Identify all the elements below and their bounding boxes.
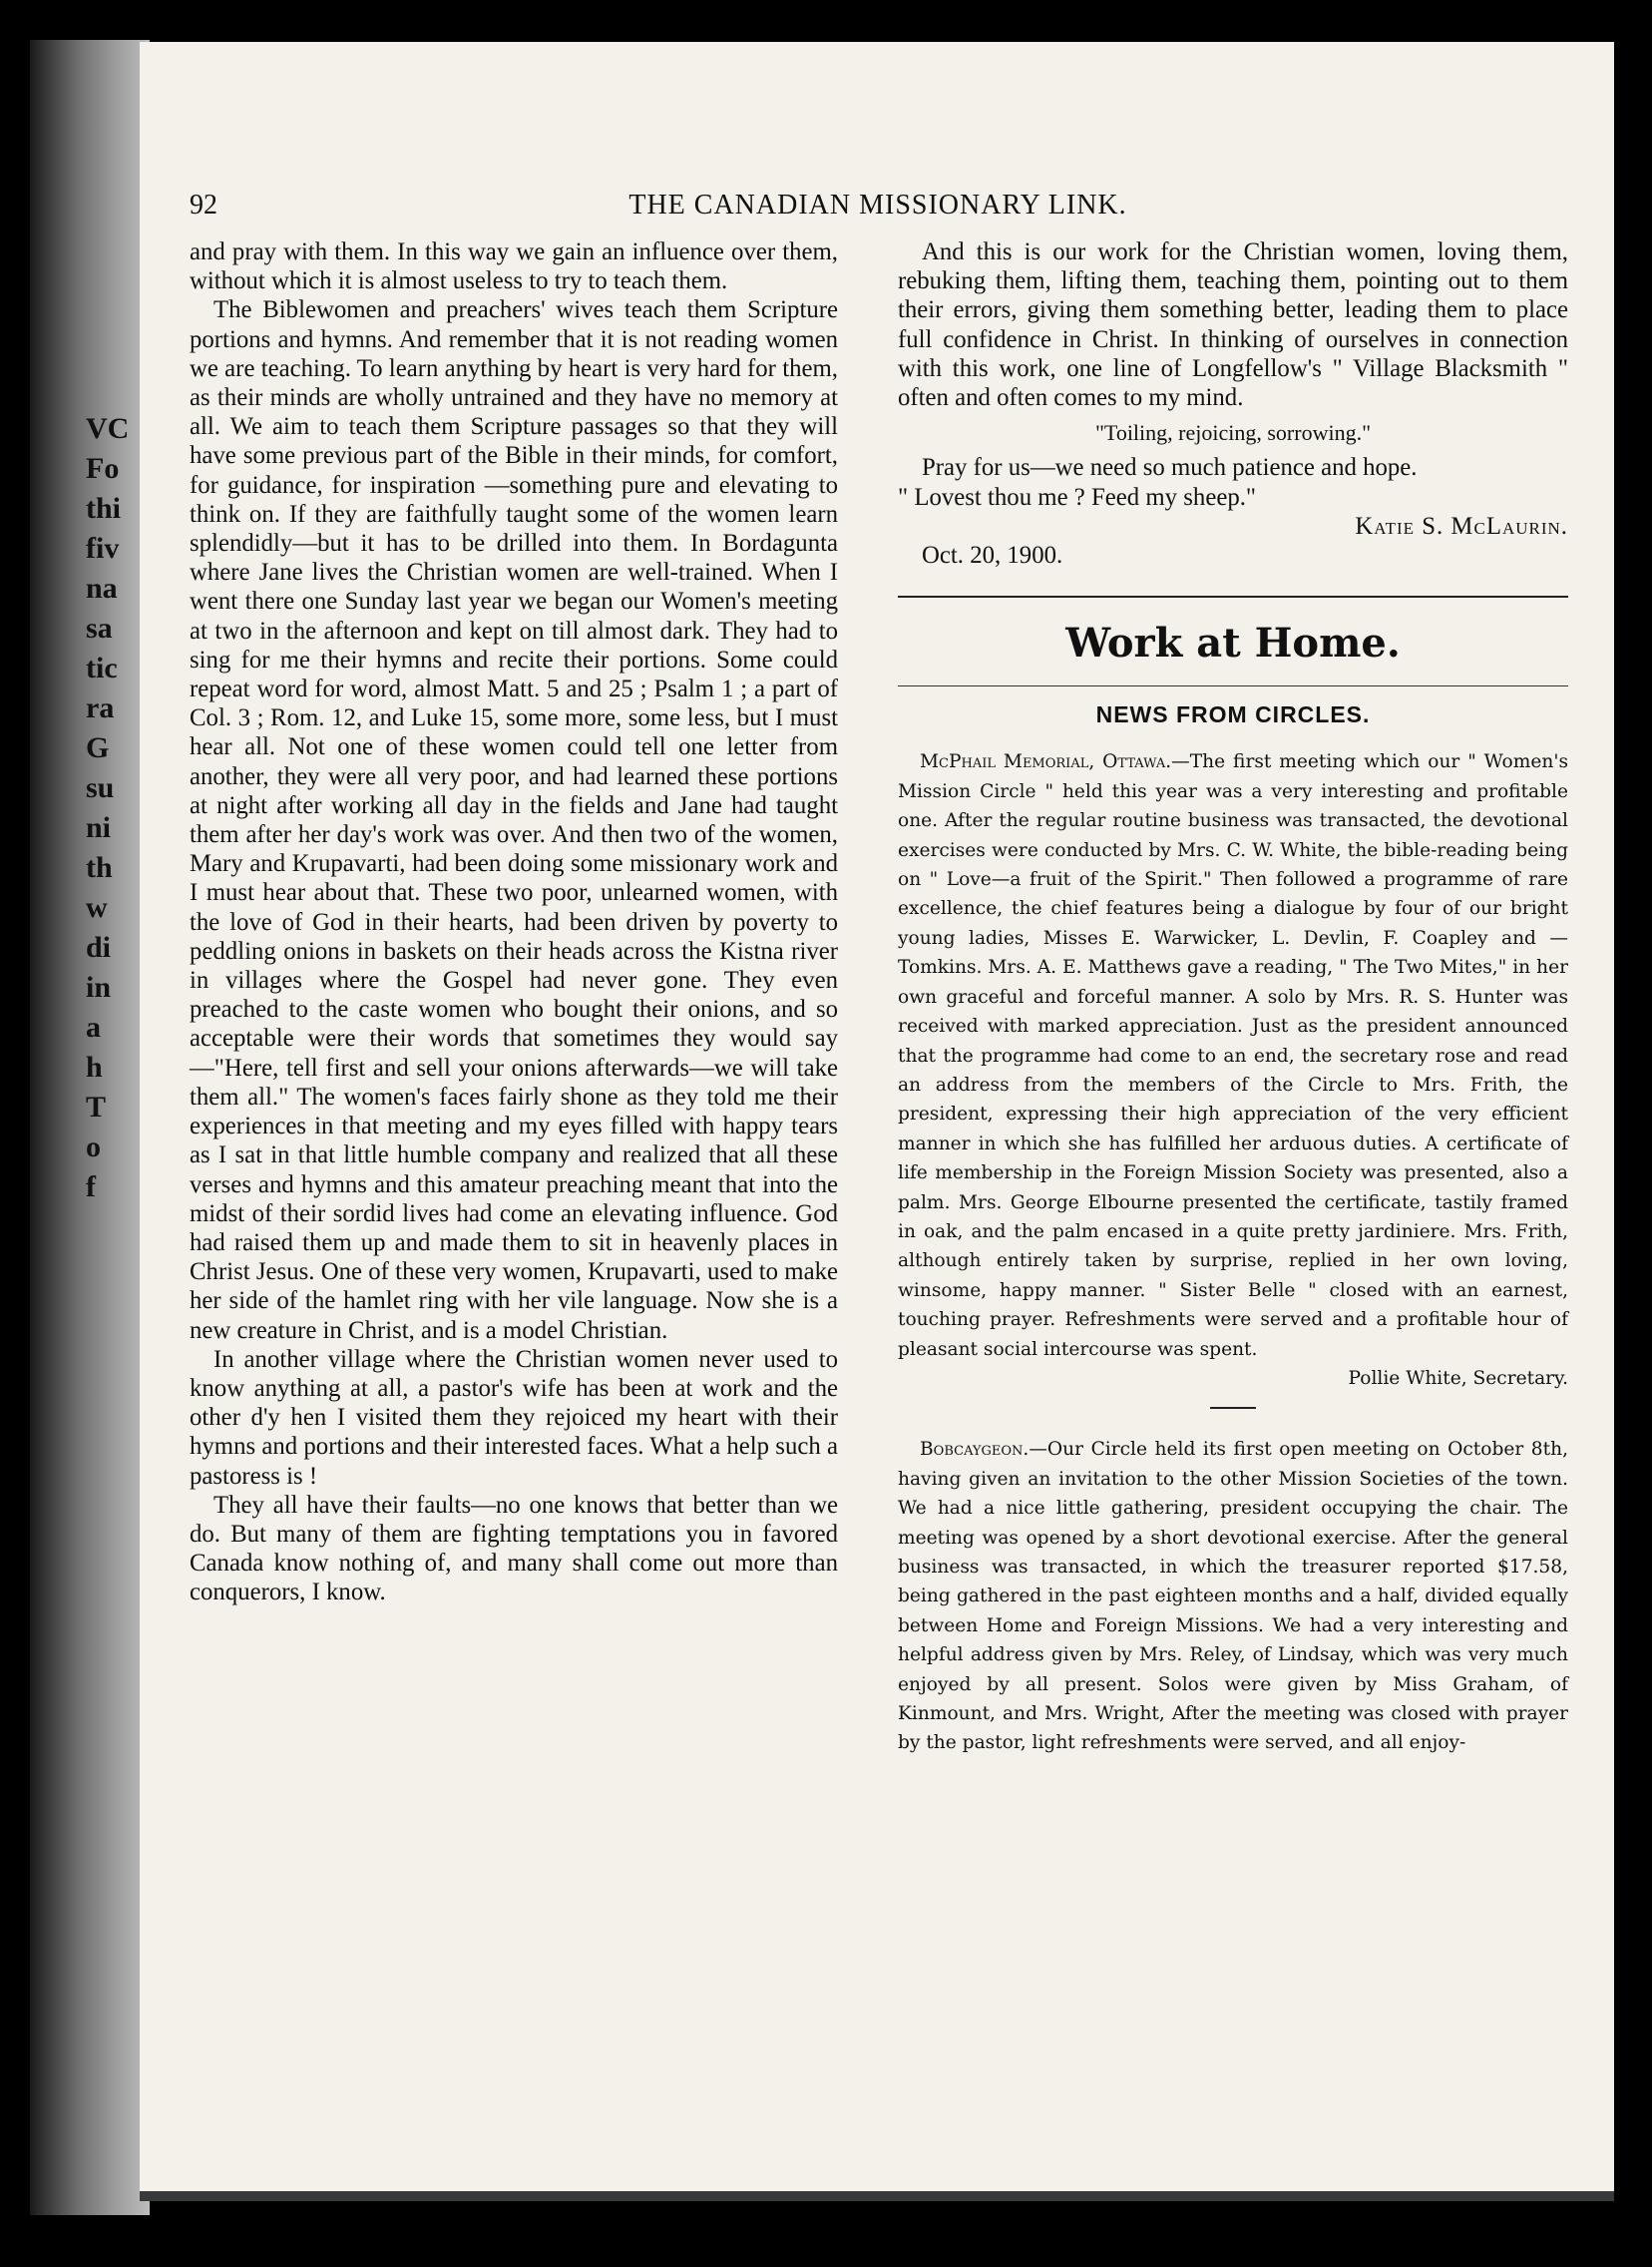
body-paragraph: The Biblewomen and preachers' wives teach them Scripture portions and hymns. And remember that it is not reading women we are teaching. To learn anything by heart is very hard for them, as their minds are wholly untrained and they have no memory at all. We aim to teach them Scripture passages so that they will have some previous part of the Bible in their minds, for comfort, for guidance, for inspiration —something pure and elevating to think on. If they are faithfully taught some of the women learn splendidly—but it has to be drilled into them. In Bordagunta where Jane lives the Christian women are well-trained. When I went there one Sunday last year we began our Women's meeting at two in the afternoon and kept on till almost dark. They had to sing for me their hymns and recite their portions. Some could repeat word for word, almost Matt. 5 and 25 ; Psalm 1 ; a part of Col. 3 ; Rom. 12, and Luke 15, some more, some less, but I must hear all. Not one of these women could tell one letter from another, they were all very poor, and had learned these portions at night after working all day in the fields and Jane had taught them after her day's work was over. And then two of the women, Mary and Krupavarti, had been doing some missionary work and I must hear about that. These two poor, unlearned women, with the love of God in their hearts, had been driven by poverty to peddling onions in baskets on their heads across the Kistna river in villages where the Gospel had never gone. They even preached to the caste women who bought their onions, and so acceptable were their words that sometimes they would say—"Here, tell first and sell your onions afterwards—we will take them all." The women's faces fairly shone as they told me their experiences in that meeting and my eyes filled with happy tears as I sat in that little humble company and realized that all these verses and hymns and this amateur preaching meant that into the midst of their sordid lives had come an elevating influence. God had raised them up and made them to sit in heavenly places in Christ Jesus. One of these very women, Krupavarti, used to make her side of the hamlet ring with her vile language. Now she is a new creature in Christ, and is a model Christian. xyxy=(190,296,838,1344)
page-number: 92 xyxy=(190,190,217,221)
spine-fragment: sa xyxy=(86,612,113,645)
left-column xyxy=(190,237,838,1607)
spine-fragment: ra xyxy=(86,691,115,724)
news-text: —The first meeting which our " Women's Mission Circle " held this year was a very interesting and profitable one. After the regular routine business was transacted, the devotional exercises were conducted by Mrs. C. W. White, the bible-reading being on " Love—a fruit of the Spirit." Then followed a programme of rare excellence, the chief features being a dialogue by four of our bright young ladies, Misses E. Warwicker, L. Devlin, F. Coapley and — Tomkins. Mrs. A. E. Matthews gave a reading, " The Two Mites," in her own graceful and forceful manner. A solo by Mrs. R. S. Hunter was received with marked appreciation. Just as the president announced that the programme had come to an end, the secretary rose and read an address from the members of the Circle to Mrs. Frith, the president, expressing their high appreciation of the very efficient manner in which she has fulfilled her arduous duties. A certificate of life membership in the Foreign Mission Society was presented, also a palm. Mrs. George Elbourne presented the certificate, tastily framed in oak, and the palm encased in a quite pretty jardiniere. Mrs. Frith, although entirely taken by surprise, replied in her own loving, winsome, happy manner. " Sister Belle " closed with an earnest, touching prayer. Refreshments were served and a profitable hour of pleasant social intercourse was spent. xyxy=(898,751,1568,1360)
journal-title: THE CANADIAN MISSIONARY LINK. xyxy=(628,190,1127,221)
spine-fragment: Fo xyxy=(86,452,120,485)
prayer-line-2: " Lovest thou me ? Feed my sheep." xyxy=(898,483,1257,511)
body-paragraph: and pray with them. In this way we gain an influence over them, without which it is almost useless to try to teach them. xyxy=(190,238,838,295)
section-divider xyxy=(898,685,1568,686)
spine-fragment: su xyxy=(86,771,115,804)
news-subheading: NEWS FROM CIRCLES. xyxy=(1095,701,1371,728)
spine-fragment: fiv xyxy=(86,532,120,565)
spine-fragment: G xyxy=(86,731,110,764)
spine-fragment: tic xyxy=(86,652,118,684)
running-head xyxy=(190,190,1566,229)
news-signoff: Pollie White, Secretary. xyxy=(1348,1367,1568,1389)
spine-fragment: in xyxy=(86,971,112,1004)
news-item xyxy=(898,1435,1568,1757)
prayer-line: Pray for us—we need so much patience and hope. xyxy=(922,454,1418,482)
page-bottom-edge xyxy=(140,2191,1614,2201)
spine-fragment: f xyxy=(86,1170,96,1203)
right-column xyxy=(898,237,1568,1758)
author-signature: Katie S. McLaurin. xyxy=(1355,512,1568,540)
news-text: —Our Circle held its first open meeting on October 8th, having given an invitation to the other Mission Societies of the town. We had a nice little gathering, president occupying the chair. The meeting was opened by a short devotional exercise. After the general business was transacted, in which the treasurer reported $17.58, being gathered in the past eighteen months and a half, divided equally between Home and Foreign Missions. We had a very interesting and helpful address given by Mrs. Reley, of Lindsay, which was very much enjoyed by all present. Solos were given by Miss Graham, of Kinmount, and Mrs. Wright, After the meeting was closed with prayer by the pastor, light refreshments were served, and all enjoy- xyxy=(898,1439,1568,1754)
spine-fragment: th xyxy=(86,851,113,884)
news-place: Bobcaygeon. xyxy=(920,1439,1030,1461)
spine-fragment: na xyxy=(86,572,118,605)
adjacent-page-text-fragments xyxy=(86,409,146,1207)
closing-paragraph: And this is our work for the Christian women, loving them, rebuking them, lifting them, teaching them, pointing out to them their errors, giving them something better, leading them to place full confidence in Christ. In thinking of ourselves in connection with this work, one line of Longfellow's " Village Blacksmith " often and often comes to my mind. xyxy=(898,238,1568,412)
page-sheet xyxy=(140,42,1614,2197)
letter-date: Oct. 20, 1900. xyxy=(922,542,1063,570)
poem-quote: "Toiling, rejoicing, sorrowing." xyxy=(1094,420,1372,446)
section-divider xyxy=(898,596,1568,598)
spine-fragment: h xyxy=(86,1051,103,1084)
spine-fragment: VC xyxy=(86,412,130,445)
spine-fragment: di xyxy=(86,931,112,964)
body-paragraph: In another village where the Christian women never used to know anything at all, a pastor's wife has been at work and the other d'y hen I visited them they rejoiced my heart with their hymns and portions and their interested faces. What a help such a pastoress is ! xyxy=(190,1345,838,1490)
section-title: Work at Home. xyxy=(1065,620,1401,668)
news-from-circles xyxy=(898,747,1568,1757)
item-divider xyxy=(1210,1407,1256,1409)
spine-fragment: w xyxy=(86,891,108,924)
news-item xyxy=(898,747,1568,1364)
spine-fragment: a xyxy=(86,1011,101,1044)
news-place: McPhail Memorial, Ottawa. xyxy=(920,751,1172,773)
spine-fragment: o xyxy=(86,1131,101,1163)
body-paragraph: They all have their faults—no one knows that better than we do. But many of them are fighting temptations you in favored Canada know nothing of, and many shall come out more than conquerors, I know. xyxy=(190,1491,838,1606)
spine-fragment: ni xyxy=(86,811,112,844)
spine-fragment: T xyxy=(86,1091,107,1124)
spine-fragment: thi xyxy=(86,492,122,525)
